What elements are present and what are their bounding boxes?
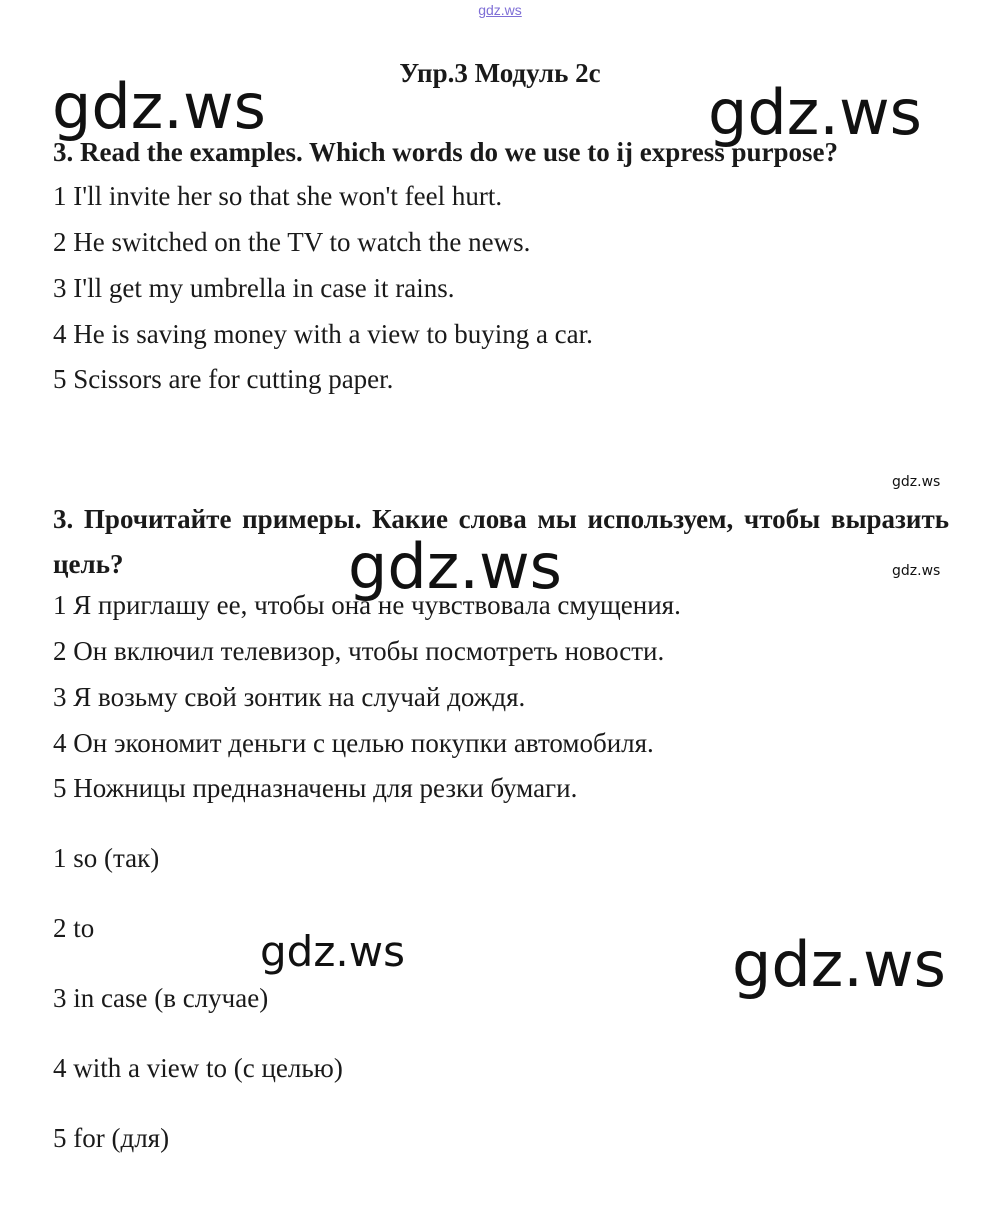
- watermark: gdz.ws: [708, 76, 922, 149]
- top-site-link[interactable]: gdz.ws: [478, 2, 522, 18]
- russian-example: 1 Я приглашу ее, чтобы она не чувствовала смущения.: [53, 590, 681, 620]
- russian-example: 2 Он включил телевизор, чтобы посмотреть новости.: [53, 636, 665, 666]
- english-example: 2 He switched on the TV to watch the news.: [53, 227, 531, 257]
- watermark: gdz.ws: [348, 530, 562, 603]
- watermark: gdz.ws: [892, 563, 941, 579]
- answer-item: 2 to: [53, 913, 95, 943]
- russian-example: 4 Он экономит деньги с целью покупки автомобиля.: [53, 728, 654, 758]
- english-example: 4 He is saving money with a view to buying a car.: [53, 319, 593, 349]
- answer-item: 4 with a view to (с целью): [53, 1053, 343, 1083]
- english-example: 5 Scissors are for cutting paper.: [53, 364, 394, 394]
- watermark: gdz.ws: [892, 474, 941, 490]
- english-example: 3 I'll get my umbrella in case it rains.: [53, 273, 455, 303]
- english-example: 1 I'll invite her so that she won't feel hurt.: [53, 181, 503, 211]
- answer-item: 3 in case (в случае): [53, 983, 269, 1013]
- watermark: gdz.ws: [732, 928, 946, 1001]
- answer-item: 1 so (так): [53, 843, 160, 873]
- russian-example: 5 Ножницы предназначены для резки бумаги.: [53, 773, 578, 803]
- answer-item: 5 for (для): [53, 1123, 170, 1153]
- watermark: gdz.ws: [260, 927, 405, 976]
- watermark: gdz.ws: [52, 70, 266, 143]
- english-task: 3. Read the examples. Which words do we use to ij express purpose?: [53, 137, 839, 167]
- russian-example: 3 Я возьму свой зонтик на случай дождя.: [53, 682, 526, 712]
- russian-task: 3. Прочитайте примеры. Какие слова мы используем, чтобы выразить цель?: [53, 504, 949, 579]
- exercise-heading: Упр.3 Модуль 2c: [399, 58, 601, 88]
